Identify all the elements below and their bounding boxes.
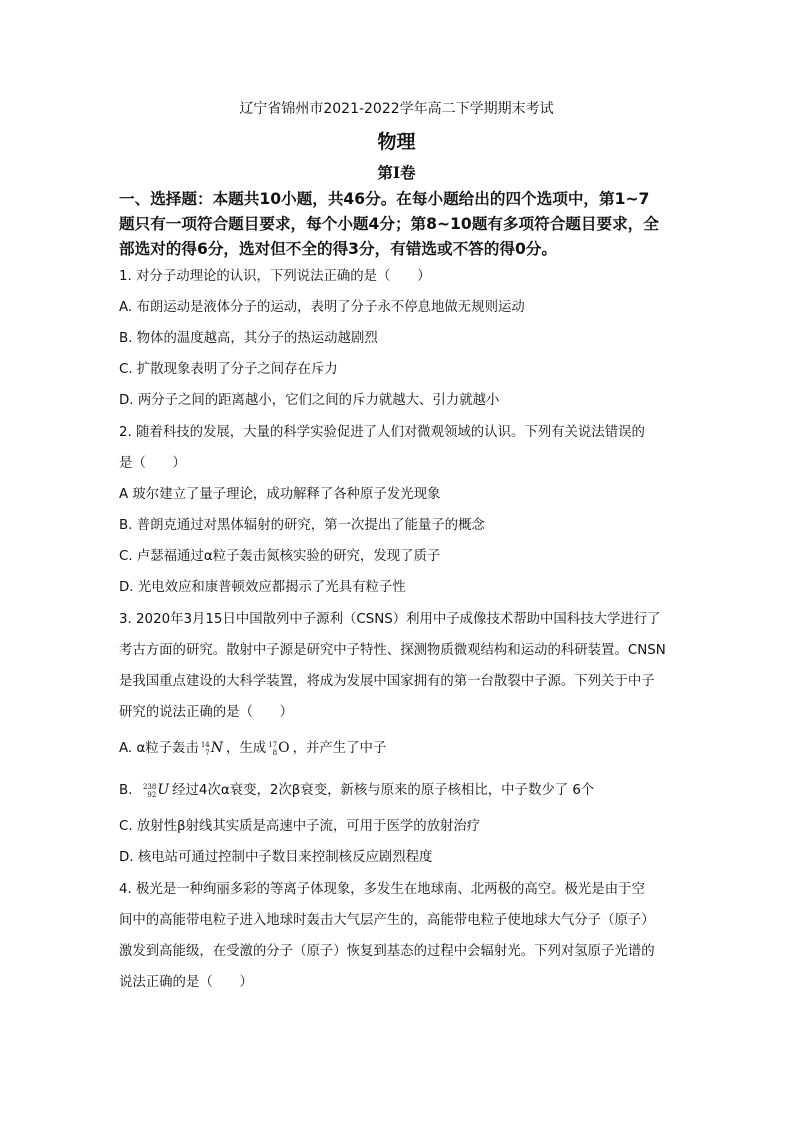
option-d: D. 两分子之间的距离越小，它们之间的斥力就越大、引力就越小 xyxy=(119,393,500,408)
option-c: C. 放射性β射线其实质是高速中子流，可用于医学的放射治疗 xyxy=(119,819,481,834)
option-b: B. 物体的温度越高，其分子的热运动越剧烈 xyxy=(119,331,378,346)
uranium-nuclide xyxy=(143,781,169,800)
option-text: A. α粒子轰击 xyxy=(119,741,199,756)
question-stem: 说法正确的是（ ） xyxy=(119,975,253,990)
question-stem: 间中的高能带电粒子进入地球时轰击大气层产生的，高能带电粒子使地球大气分子（原子） xyxy=(119,913,655,928)
mass-number: 17 xyxy=(268,740,278,749)
option-label: B. xyxy=(119,783,133,798)
volume-heading: 第Ⅰ卷 xyxy=(377,163,416,182)
charge-number: 8 xyxy=(272,748,278,757)
element-symbol: O xyxy=(278,740,290,756)
option-c: C. 卢瑟福通过α粒子轰击氮核实验的研究，发现了质子 xyxy=(119,549,441,564)
option-b: B. 普朗克通过对黑体辐射的研究，第一次提出了能量子的概念 xyxy=(119,518,485,533)
question-stem: 1. 对分子动理论的认识，下列说法正确的是（ ） xyxy=(119,269,431,284)
nitrogen-nuclide xyxy=(201,739,223,758)
option-d: D. 核电站可通过控制中子数目来控制核反应剧烈程度 xyxy=(119,850,433,865)
instruction-line: 一、选择题：本题共10小题，共46分。在每小题给出的四个选项中，第1~7 xyxy=(119,190,650,208)
charge-number: 92 xyxy=(147,790,157,799)
question-stem: 2. 随着科技的发展，大量的科学实验促进了人们对微观领域的认识。下列有关说法错误的 xyxy=(119,425,645,440)
charge-number: 7 xyxy=(205,748,210,757)
instruction-line: 部选对的得6分，选对但不全的得3分，有错选或不答的得0分。 xyxy=(119,240,557,258)
question-stem: 是（ ） xyxy=(119,456,186,471)
mass-number: 238 xyxy=(142,782,157,791)
option-a: A 玻尔建立了量子理论，成功解释了各种原子发光现象 xyxy=(119,487,441,502)
question-stem: 4. 极光是一种绚丽多彩的等离子体现象，多发生在地球南、北两极的高空。极光是由于空 xyxy=(119,882,645,897)
option-c: C. 扩散现象表明了分子之间存在斥力 xyxy=(119,362,338,377)
question-stem: 激发到高能级，在受激的分子（原子）恢复到基态的过程中会辐射光。下列对氢原子光谱的 xyxy=(119,944,655,959)
question-stem: 考古方面的研究。散射中子源是研究中子特性、探测物质微观结构和运动的科研装置。CNSN xyxy=(119,643,666,658)
option-text: ，并产生了中子 xyxy=(292,741,387,756)
option-text: 经过4次α衰变，2次β衰变，新核与原来的原子核相比，中子数少了 6个 xyxy=(172,783,595,798)
subject-heading: 物理 xyxy=(377,131,416,153)
option-d: D. 光电效应和康普顿效应都揭示了光具有粒子性 xyxy=(119,580,406,595)
mass-number: 14 xyxy=(200,740,210,749)
element-symbol: N xyxy=(210,740,223,756)
option-b xyxy=(119,781,594,800)
question-stem: 研究的说法正确的是（ ） xyxy=(119,705,294,720)
oxygen-nuclide xyxy=(268,739,289,758)
question-stem: 3. 2020年3月15日中国散列中子源利（CSNS）利用中子成像技术帮助中国科技大学进行了 xyxy=(119,612,661,627)
option-a xyxy=(119,739,386,758)
element-symbol: U xyxy=(157,782,170,798)
question-stem: 是我国重点建设的大科学装置，将成为发展中国家拥有的第一台散裂中子源。下列关于中子 xyxy=(119,674,655,689)
instruction-line: 题只有一项符合题目要求，每个小题4分；第8~10题有多项符合题目要求，全 xyxy=(119,215,659,233)
option-a: A. 布朗运动是液体分子的运动，表明了分子永不停息地做无规则运动 xyxy=(119,300,525,315)
option-text: ，生成 xyxy=(226,741,267,756)
exam-title: 辽宁省锦州市2021-2022学年高二下学期期末考试 xyxy=(239,101,554,117)
